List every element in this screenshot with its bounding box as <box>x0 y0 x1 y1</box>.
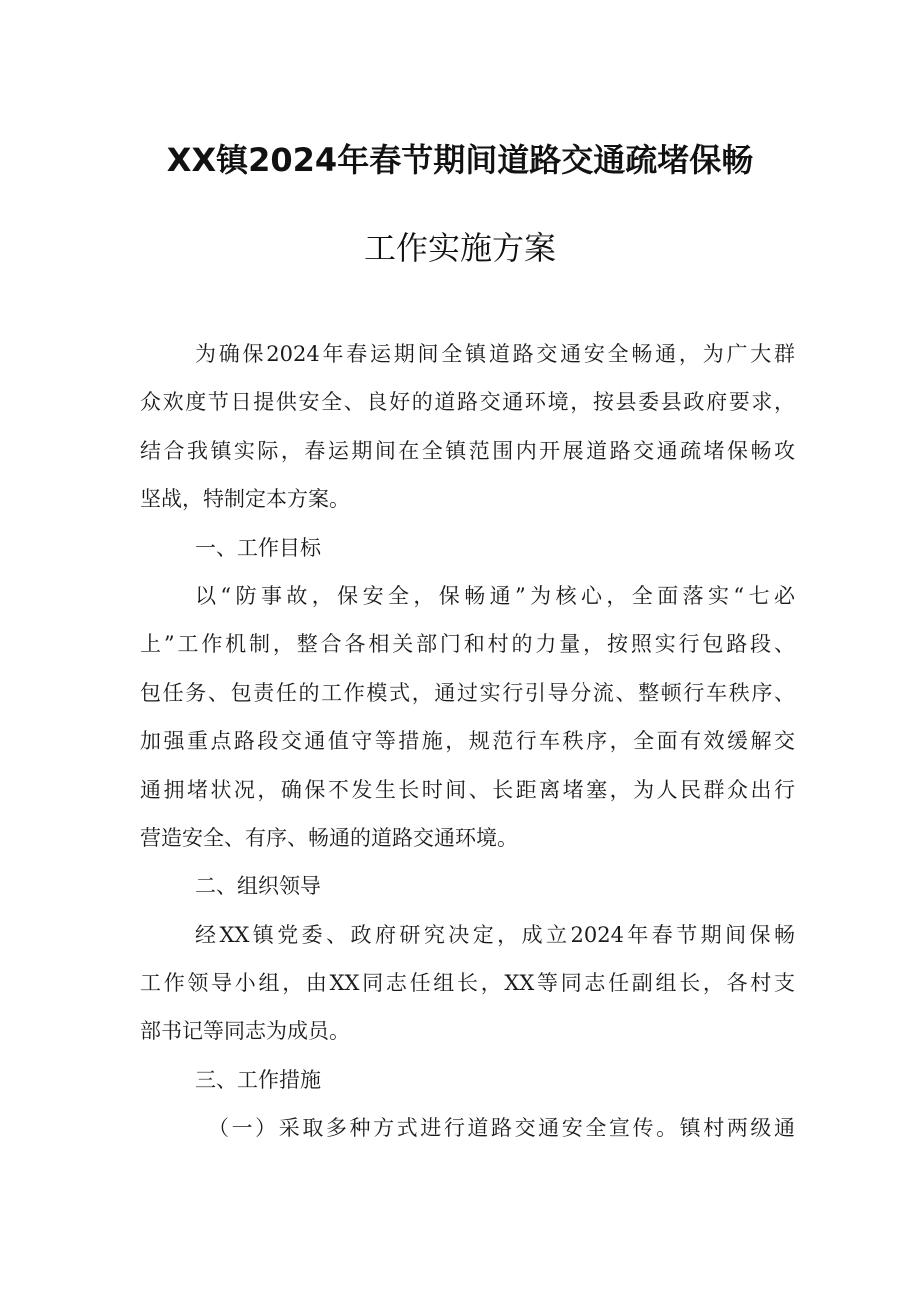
paragraph-line: 坚战，特制定本方案。 <box>140 487 350 512</box>
paragraph-line: 结合我镇实际，春运期间在全镇范围内开展道路交通疏堵保畅攻 <box>140 438 795 463</box>
paragraph-line: 众欢度节日提供安全、良好的道路交通环境，按县委县政府要求， <box>140 390 795 415</box>
paragraph-line: 为确保2024年春运期间全镇道路交通安全畅通，为广大群 <box>195 342 795 366</box>
paragraph-line: 以“防事故，保安全，保畅通”为核心，全面落实“七必 <box>195 583 795 608</box>
section-heading: 二、组织领导 <box>195 874 321 899</box>
document-title-line-1: XX镇2024年春节期间道路交通疏堵保畅 <box>166 141 754 179</box>
paragraph-line: 部书记等同志为成员。 <box>140 1019 350 1044</box>
paragraph-line: 通拥堵状况，确保不发生长时间、长距离堵塞，为人民群众出行 <box>140 777 795 802</box>
paragraph-line: 加强重点路段交通值守等措施，规范行车秩序，全面有效缓解交 <box>140 729 795 754</box>
paragraph-line: （一）采取多种方式进行道路交通安全宣传。镇村两级通 <box>208 1116 795 1141</box>
paragraph-line: 经XX镇党委、政府研究决定，成立2024年春节期间保畅 <box>195 922 795 947</box>
paragraph-line: 营造安全、有序、畅通的道路交通环境。 <box>140 825 518 850</box>
section-heading: 三、工作措施 <box>195 1067 321 1092</box>
document-body <box>140 330 795 1153</box>
paragraph-line: 上”工作机制，整合各相关部门和村的力量，按照实行包路段、 <box>140 632 795 657</box>
document-title-line-2: 工作实施方案 <box>363 229 556 267</box>
paragraph-line: 工作领导小组，由XX同志任组长，XX等同志任副组长，各村支 <box>140 971 795 996</box>
section-heading: 一、工作目标 <box>195 535 321 560</box>
paragraph-line: 包任务、包责任的工作模式，通过实行引导分流、整顿行车秩序、 <box>140 680 795 705</box>
